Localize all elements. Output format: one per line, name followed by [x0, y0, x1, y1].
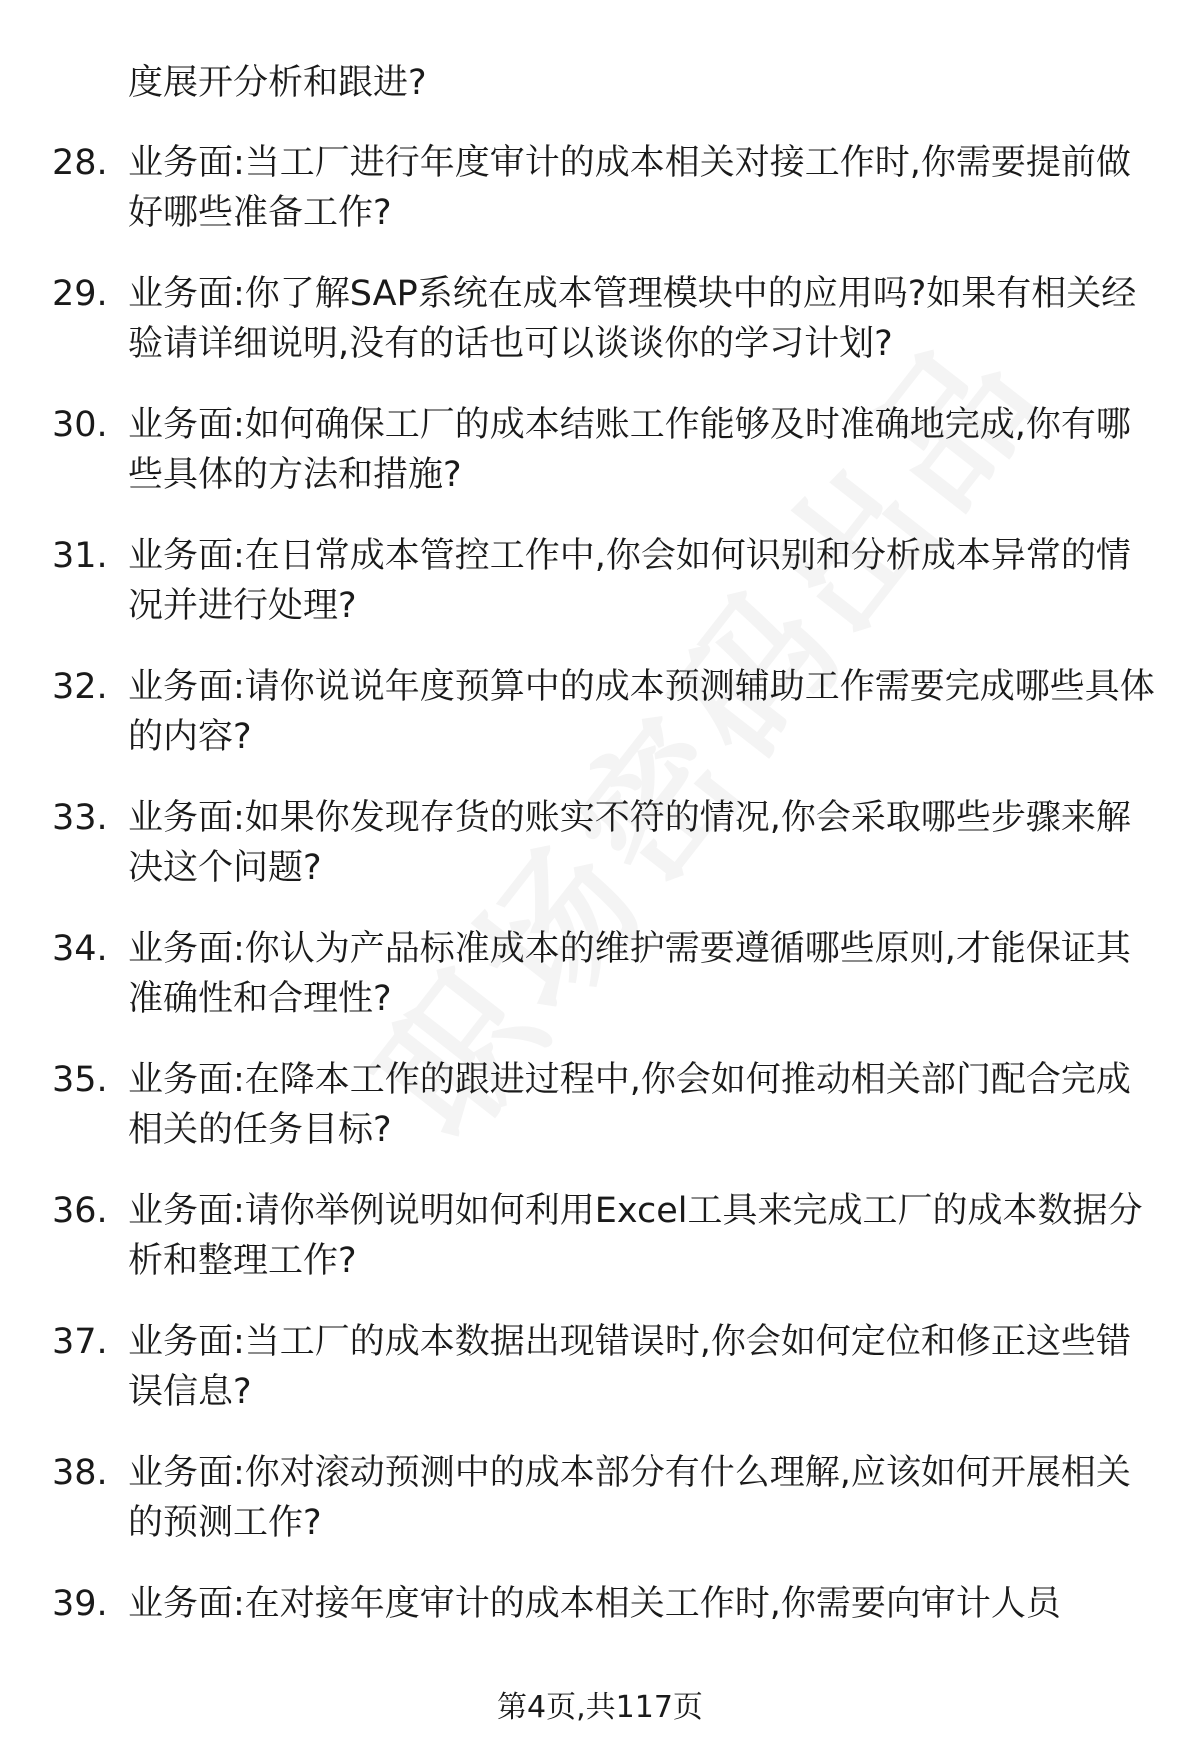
question-number: 34. — [52, 929, 108, 969]
question-number: 38. — [52, 1453, 108, 1493]
question-item — [0, 924, 1200, 1055]
question-number: 33. — [52, 798, 108, 838]
question-text: 业务面:在降本工作的跟进过程中,你会如何推动相关部门配合完成相关的任务目标? — [128, 1060, 1131, 1150]
question-item — [0, 1186, 1200, 1317]
question-text: 业务面:当工厂进行年度审计的成本相关对接工作时,你需要提前做好哪些准备工作? — [128, 143, 1131, 233]
question-item — [0, 662, 1200, 793]
question-number: 29. — [52, 274, 108, 314]
question-text: 业务面:请你举例说明如何利用Excel工具来完成工厂的成本数据分析和整理工作? — [128, 1191, 1143, 1281]
question-list — [0, 138, 1200, 1710]
question-item — [0, 531, 1200, 662]
page-footer: 第4页,共117页 — [497, 1690, 703, 1725]
question-text: 业务面:你对滚动预测中的成本部分有什么理解,应该如何开展相关的预测工作? — [128, 1453, 1131, 1543]
question-item — [0, 793, 1200, 924]
question-number: 32. — [52, 667, 108, 707]
question-text: 业务面:你认为产品标准成本的维护需要遵循哪些原则,才能保证其准确性和合理性? — [128, 929, 1131, 1019]
question-item — [0, 138, 1200, 269]
question-text: 业务面:你了解SAP系统在成本管理模块中的应用吗?如果有相关经验请详细说明,没有的话也可以谈谈你的学习计划? — [128, 274, 1137, 364]
question-number: 28. — [52, 143, 108, 183]
question-number: 37. — [52, 1322, 108, 1362]
question-text: 业务面:如何确保工厂的成本结账工作能够及时准确地完成,你有哪些具体的方法和措施? — [128, 405, 1131, 495]
question-number: 36. — [52, 1191, 108, 1231]
question-text: 业务面:当工厂的成本数据出现错误时,你会如何定位和修正这些错误信息? — [128, 1322, 1131, 1412]
question-item — [0, 1448, 1200, 1579]
question-number: 35. — [52, 1060, 108, 1100]
question-text: 业务面:在对接年度审计的成本相关工作时,你需要向审计人员 — [128, 1584, 1061, 1624]
question-number: 31. — [52, 536, 108, 576]
continuation-text: 度展开分析和跟进? — [128, 63, 427, 103]
question-item — [0, 269, 1200, 400]
question-item — [0, 1317, 1200, 1448]
question-text: 业务面:如果你发现存货的账实不符的情况,你会采取哪些步骤来解决这个问题? — [128, 798, 1131, 888]
question-item — [0, 400, 1200, 531]
question-text: 业务面:请你说说年度预算中的成本预测辅助工作需要完成哪些具体的内容? — [128, 667, 1155, 757]
question-text: 业务面:在日常成本管控工作中,你会如何识别和分析成本异常的情况并进行处理? — [128, 536, 1131, 626]
question-number: 39. — [52, 1584, 108, 1624]
question-item — [0, 1055, 1200, 1186]
question-number: 30. — [52, 405, 108, 445]
